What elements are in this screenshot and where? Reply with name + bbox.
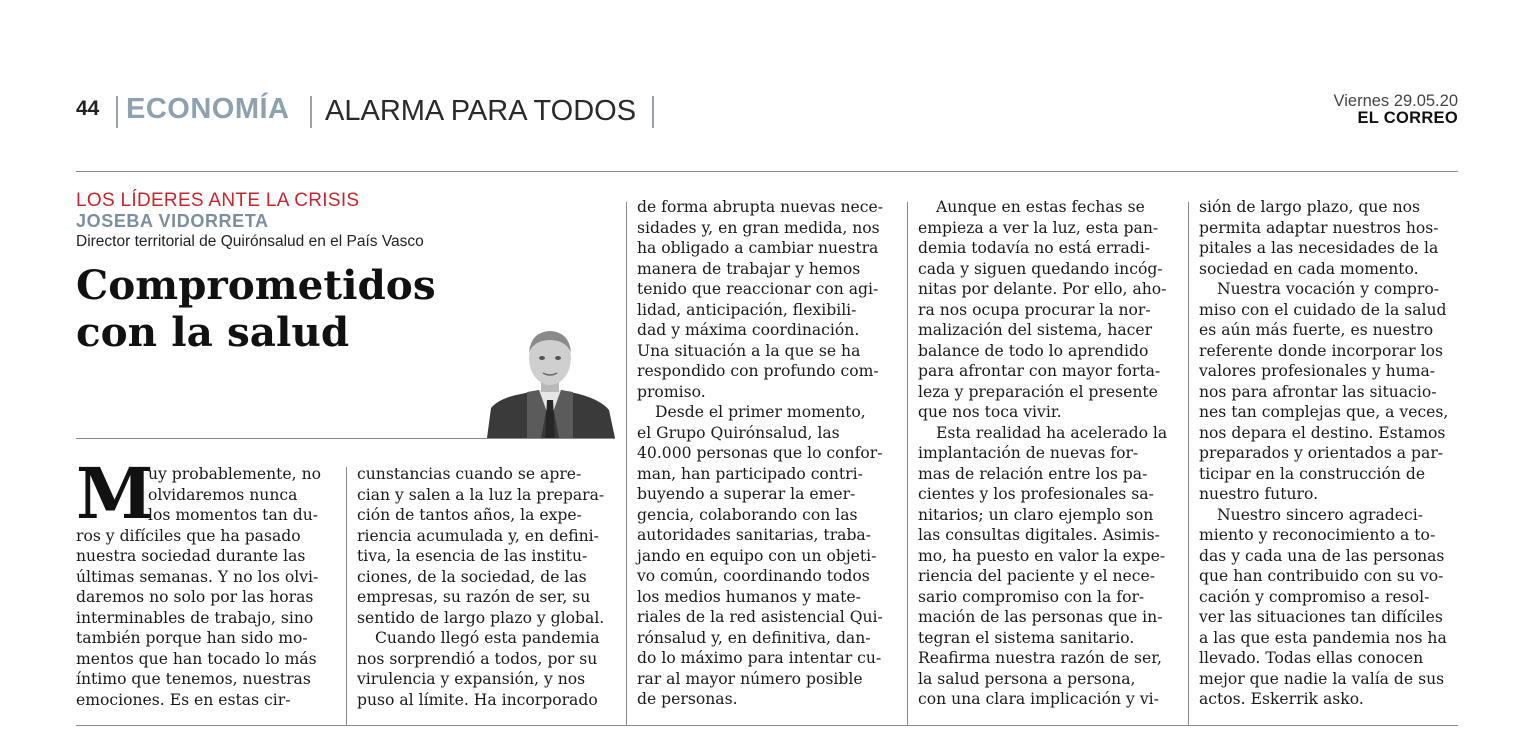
column-divider [346, 467, 347, 725]
text-line: ción de tantos años, la expe- [357, 506, 582, 524]
text-line: también porque han sido mo- [76, 629, 308, 647]
text-line: tegran el sistema sanitario. [918, 628, 1135, 647]
text-line: preparados y orientados a par- [1199, 444, 1444, 462]
text-line: nuestro futuro. [1199, 485, 1319, 503]
headline [76, 262, 436, 356]
newspaper-name: EL CORREO [1357, 109, 1458, 127]
text-line: cunstancias cuando se apre- [357, 465, 582, 483]
text-line: puso al límite. Ha incorporado [357, 690, 598, 709]
text-line: nitas por delante. Por ello, aho- [918, 280, 1167, 298]
header-divider [652, 96, 654, 128]
text-line: Reafirma nuestra razón de ser, [918, 649, 1162, 667]
text-line: que han contribuido con su vo- [1199, 567, 1444, 585]
text-line: respondido con profundo com- [637, 362, 879, 380]
text-line: nes tan complejas que, a veces, [1199, 403, 1449, 421]
text-line: el Grupo Quirónsalud, las [637, 423, 840, 442]
column-divider [1188, 202, 1189, 725]
text-line: das y cada una de las personas [1199, 546, 1445, 565]
text-line: 40.000 personas que lo confor- [637, 444, 883, 462]
text-line: íntimo que tenemos, nuestras [76, 670, 311, 688]
text-line: ciones, de la sociedad, de las [357, 567, 587, 586]
text-line: cación y compromiso a resol- [1199, 587, 1430, 606]
text-line: para afrontar con mayor forta- [918, 362, 1161, 380]
text-line: autoridades sanitarias, traba- [637, 526, 871, 544]
text-line: nos depara el destino. Estamos [1199, 423, 1446, 442]
text-line: permita adaptar nuestros hos- [1199, 218, 1439, 237]
text-line: riencia acumulada y, en defini- [357, 526, 599, 545]
text-line: nos para afrontar las situacio- [1199, 382, 1437, 401]
text-line: ha obligado a cambiar nuestra [637, 239, 879, 257]
text-line: gencia, colaborando con las [637, 505, 858, 524]
header-divider [310, 96, 312, 128]
subsection-title: ALARMA PARA TODOS [325, 95, 637, 127]
text-line: rónsalud y, en definitiva, dan- [637, 628, 871, 647]
text-line: Desde el primer momento, [655, 403, 866, 421]
text-line: manera de trabajar y hemos [637, 259, 861, 278]
text-line: de forma abrupta nuevas nece- [637, 198, 883, 216]
author-photo [487, 328, 615, 438]
text-line: sociedad en cada momento. [1199, 259, 1419, 278]
article-column-4 [918, 197, 1167, 710]
text-line: man, han participado contri- [637, 464, 863, 483]
text-line: mas de relación entre los pa- [918, 464, 1148, 483]
text-line: Nuestro sincero agradeci- [1217, 505, 1424, 524]
text-line: balance de todo lo aprendido [918, 341, 1149, 360]
text-line: mo, ha puesto en valor la expe- [918, 546, 1166, 565]
text-line: olvidaremos nunca [148, 485, 298, 504]
text-line: nuestra sociedad durante las [76, 547, 306, 565]
text-line: valores profesionales y huma- [1199, 362, 1436, 380]
text-line: lidad, anticipación, flexibili- [637, 300, 857, 319]
text-line: empieza a ver la luz, esta pan- [918, 218, 1159, 237]
text-line: con una clara implicación y vi- [918, 690, 1159, 708]
text-line: es aún más fuerte, es nuestro [1199, 321, 1434, 339]
text-line: referente donde incorporar los [1199, 341, 1443, 360]
text-line: los medios humanos y mate- [637, 587, 861, 606]
text-line: riencia del paciente y el nece- [918, 567, 1156, 585]
text-line: mentos que han tocado lo más [76, 649, 317, 668]
header-divider [116, 96, 118, 128]
text-line: mación de las personas que in- [918, 608, 1163, 626]
text-line: Nuestra vocación y compro- [1217, 280, 1439, 298]
column-divider [626, 202, 627, 725]
text-line: virulencia y expansión, y nos [357, 670, 586, 688]
text-line: interminables de trabajo, sino [76, 608, 314, 627]
text-line: los momentos tan du- [148, 506, 319, 524]
text-line: emociones. Es en estas cir- [76, 690, 291, 709]
text-line: daremos no solo por las horas [76, 588, 314, 606]
text-line: ros y difíciles que ha pasado [76, 526, 301, 545]
text-line: tenido que reaccionar con agi- [637, 280, 879, 298]
text-line: Cuando llegó esta pandemia [375, 629, 600, 647]
text-line: sentido de largo plazo y global. [357, 608, 605, 627]
text-line: rar al mayor número posible [637, 669, 863, 688]
text-line: sario compromiso con la for- [918, 587, 1145, 606]
article-column-2 [357, 464, 604, 710]
text-line: ticipar en la construcción de [1199, 464, 1426, 483]
text-line: nitarios; un claro ejemplo son [918, 505, 1154, 524]
text-line: uy probablemente, no [148, 465, 322, 483]
article-column-5 [1199, 197, 1448, 710]
text-line: buyendo a superar la emer- [637, 485, 856, 503]
text-line: vo común, coordinando todos [637, 567, 870, 585]
text-line: do lo máximo para intentar cu- [637, 649, 882, 667]
text-line: pitales a las necesidades de la [1199, 239, 1439, 257]
text-line: últimas semanas. Y no los olvi- [76, 567, 319, 586]
author-role: Director territorial de Quirónsalud en el País Vasco [76, 233, 424, 250]
kicker: LOS LÍDERES ANTE LA CRISIS [76, 190, 360, 211]
page-number: 44 [76, 97, 100, 120]
text-line: sión de largo plazo, que nos [1199, 198, 1421, 216]
text-line: sidades y, en gran medida, nos [637, 218, 880, 237]
text-line: nos sorprendió a todos, por su [357, 649, 598, 668]
author-name: JOSEBA VIDORRETA [76, 211, 269, 231]
text-line: miso con el cuidado de la salud [1199, 300, 1447, 319]
text-line: que nos toca vivir. [918, 403, 1062, 421]
text-line: promiso. [637, 382, 706, 401]
text-line: llevado. Todas ellas conocen [1199, 649, 1424, 667]
section-title: ECONOMÍA [126, 93, 290, 125]
text-line: jando en equipo con un objeti- [637, 546, 877, 565]
text-line: dad y máxima coordinación. [637, 321, 860, 339]
text-line: leza y preparación el presente [918, 382, 1158, 401]
text-line: riales de la red asistencial Qui- [637, 608, 883, 626]
headline-line: con la salud [76, 308, 350, 356]
text-line: actos. Eskerrik asko. [1199, 690, 1364, 708]
article-column-3 [637, 197, 883, 710]
text-line: malización del sistema, hacer [918, 321, 1153, 339]
text-line: ra nos ocupa procurar la nor- [918, 300, 1151, 319]
text-line: la salud persona a persona, [918, 669, 1136, 688]
text-line: tiva, la esencia de las institu- [357, 547, 588, 565]
text-line: Aunque en estas fechas se [936, 198, 1145, 216]
text-line: demia todavía no está erradi- [918, 239, 1151, 257]
text-line: Esta realidad ha acelerado la [936, 423, 1168, 442]
text-line: a las que esta pandemia nos ha [1199, 628, 1447, 647]
portrait-image [487, 328, 615, 438]
text-line: miento y reconocimiento a to- [1199, 526, 1436, 544]
text-line: cada y siguen quedando incóg- [918, 259, 1163, 278]
column-divider [907, 202, 908, 725]
text-line: cian y salen a la luz la prepara- [357, 485, 605, 504]
bottom-rule [76, 725, 1458, 726]
text-line: de personas. [637, 690, 738, 708]
text-line: Una situación a la que se ha [637, 341, 861, 360]
header-rule [76, 171, 1458, 172]
headline-line: Comprometidos [76, 261, 436, 309]
text-line: empresas, su razón de ser, su [357, 588, 591, 606]
text-line: ver las situaciones tan difíciles [1199, 608, 1443, 626]
text-line: cientes y los profesionales sa- [918, 485, 1154, 503]
article-column-1-intro [148, 464, 321, 526]
text-line: mejor que nadie la valía de sus [1199, 669, 1445, 688]
text-line: implantación de nuevas for- [918, 444, 1139, 462]
publication-date: Viernes 29.05.20 [1333, 92, 1458, 110]
text-line: las consultas digitales. Asimis- [918, 526, 1160, 544]
article-column-1 [76, 526, 318, 711]
drop-cap: M [76, 452, 154, 535]
intro-rule [76, 438, 615, 439]
